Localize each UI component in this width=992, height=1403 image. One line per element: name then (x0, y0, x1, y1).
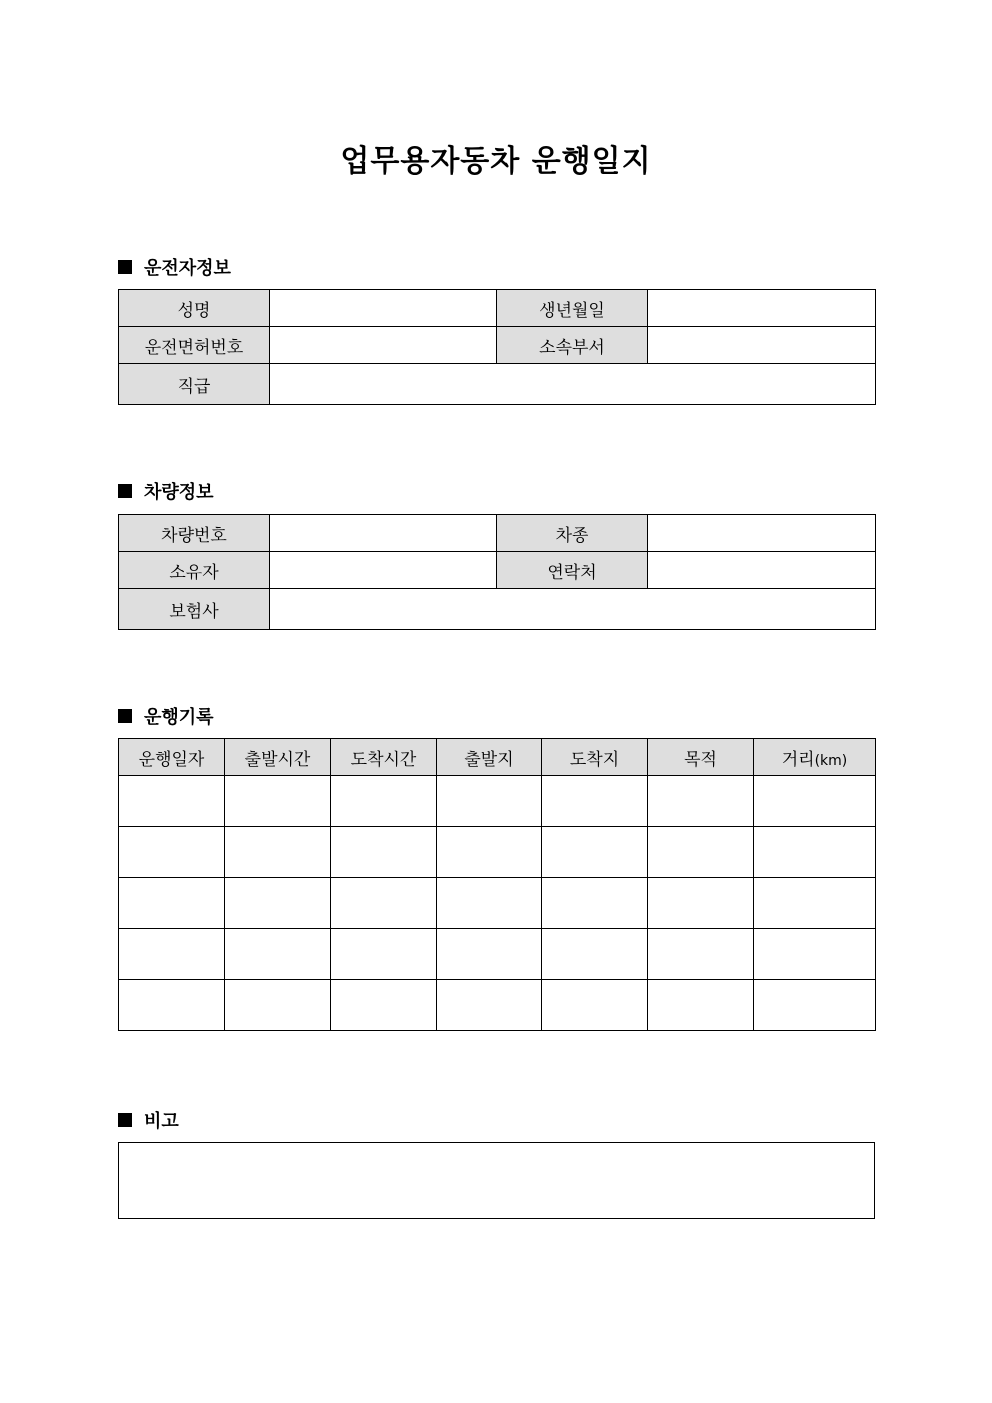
cell[interactable] (119, 827, 225, 878)
label-contact: 연락처 (497, 552, 648, 589)
table-row (119, 776, 876, 827)
cell[interactable] (225, 827, 331, 878)
cell[interactable] (754, 929, 876, 980)
section-title: 차량정보 (144, 482, 214, 503)
vehicle-info-table (118, 514, 876, 630)
cell[interactable] (119, 980, 225, 1031)
field-department[interactable] (648, 327, 876, 364)
field-position[interactable] (270, 364, 876, 405)
field-contact[interactable] (648, 552, 876, 589)
label-license: 운전면허번호 (119, 327, 270, 364)
distance-label: 거리 (781, 749, 815, 770)
section-title: 비고 (144, 1111, 179, 1132)
cell[interactable] (542, 929, 648, 980)
cell[interactable] (542, 980, 648, 1031)
cell[interactable] (225, 878, 331, 929)
section-title: 운전자정보 (144, 258, 231, 279)
field-model[interactable] (648, 515, 876, 552)
section-title: 운행기록 (144, 707, 214, 728)
cell[interactable] (437, 929, 542, 980)
section-heading-log (118, 703, 214, 729)
col-origin: 출발지 (437, 739, 542, 776)
square-bullet-icon (118, 1113, 132, 1127)
table-row (119, 929, 876, 980)
driver-info-table (118, 289, 876, 405)
cell[interactable] (119, 776, 225, 827)
log-header-row (119, 739, 876, 776)
label-insurer: 보험사 (119, 589, 270, 630)
label-plate: 차량번호 (119, 515, 270, 552)
travel-log-table (118, 738, 876, 1031)
square-bullet-icon (118, 709, 132, 723)
table-row (119, 980, 876, 1031)
cell[interactable] (754, 776, 876, 827)
document-title: 업무용자동차 운행일지 (340, 144, 652, 179)
cell[interactable] (648, 980, 754, 1031)
section-heading-driver (118, 254, 231, 280)
label-position: 직급 (119, 364, 270, 405)
square-bullet-icon (118, 484, 132, 498)
table-row (119, 878, 876, 929)
label-owner: 소유자 (119, 552, 270, 589)
label-department: 소속부서 (497, 327, 648, 364)
square-bullet-icon (118, 260, 132, 274)
cell[interactable] (119, 929, 225, 980)
cell[interactable] (331, 878, 437, 929)
label-name: 성명 (119, 290, 270, 327)
section-heading-remarks (118, 1107, 179, 1133)
cell[interactable] (648, 827, 754, 878)
cell[interactable] (437, 827, 542, 878)
cell[interactable] (119, 878, 225, 929)
cell[interactable] (648, 776, 754, 827)
field-owner[interactable] (270, 552, 497, 589)
col-purpose: 목적 (648, 739, 754, 776)
cell[interactable] (542, 827, 648, 878)
cell[interactable] (225, 776, 331, 827)
field-license[interactable] (270, 327, 497, 364)
cell[interactable] (331, 776, 437, 827)
label-model: 차종 (497, 515, 648, 552)
col-arrive-time: 도착시간 (331, 739, 437, 776)
cell[interactable] (331, 827, 437, 878)
col-date: 운행일자 (119, 739, 225, 776)
col-destination: 도착지 (542, 739, 648, 776)
cell[interactable] (754, 878, 876, 929)
cell[interactable] (437, 878, 542, 929)
label-birth: 생년월일 (497, 290, 648, 327)
col-depart-time: 출발시간 (225, 739, 331, 776)
cell[interactable] (648, 878, 754, 929)
section-heading-vehicle (118, 478, 214, 504)
cell[interactable] (648, 929, 754, 980)
field-insurer[interactable] (270, 589, 876, 630)
cell[interactable] (754, 827, 876, 878)
field-plate[interactable] (270, 515, 497, 552)
cell[interactable] (542, 878, 648, 929)
cell[interactable] (331, 980, 437, 1031)
cell[interactable] (437, 776, 542, 827)
cell[interactable] (331, 929, 437, 980)
distance-unit: (km) (814, 752, 848, 769)
table-row (119, 827, 876, 878)
cell[interactable] (754, 980, 876, 1031)
cell[interactable] (437, 980, 542, 1031)
cell[interactable] (225, 929, 331, 980)
field-birth[interactable] (648, 290, 876, 327)
cell[interactable] (542, 776, 648, 827)
col-distance (754, 739, 876, 776)
remarks-box[interactable] (118, 1142, 875, 1219)
cell[interactable] (225, 980, 331, 1031)
field-name[interactable] (270, 290, 497, 327)
